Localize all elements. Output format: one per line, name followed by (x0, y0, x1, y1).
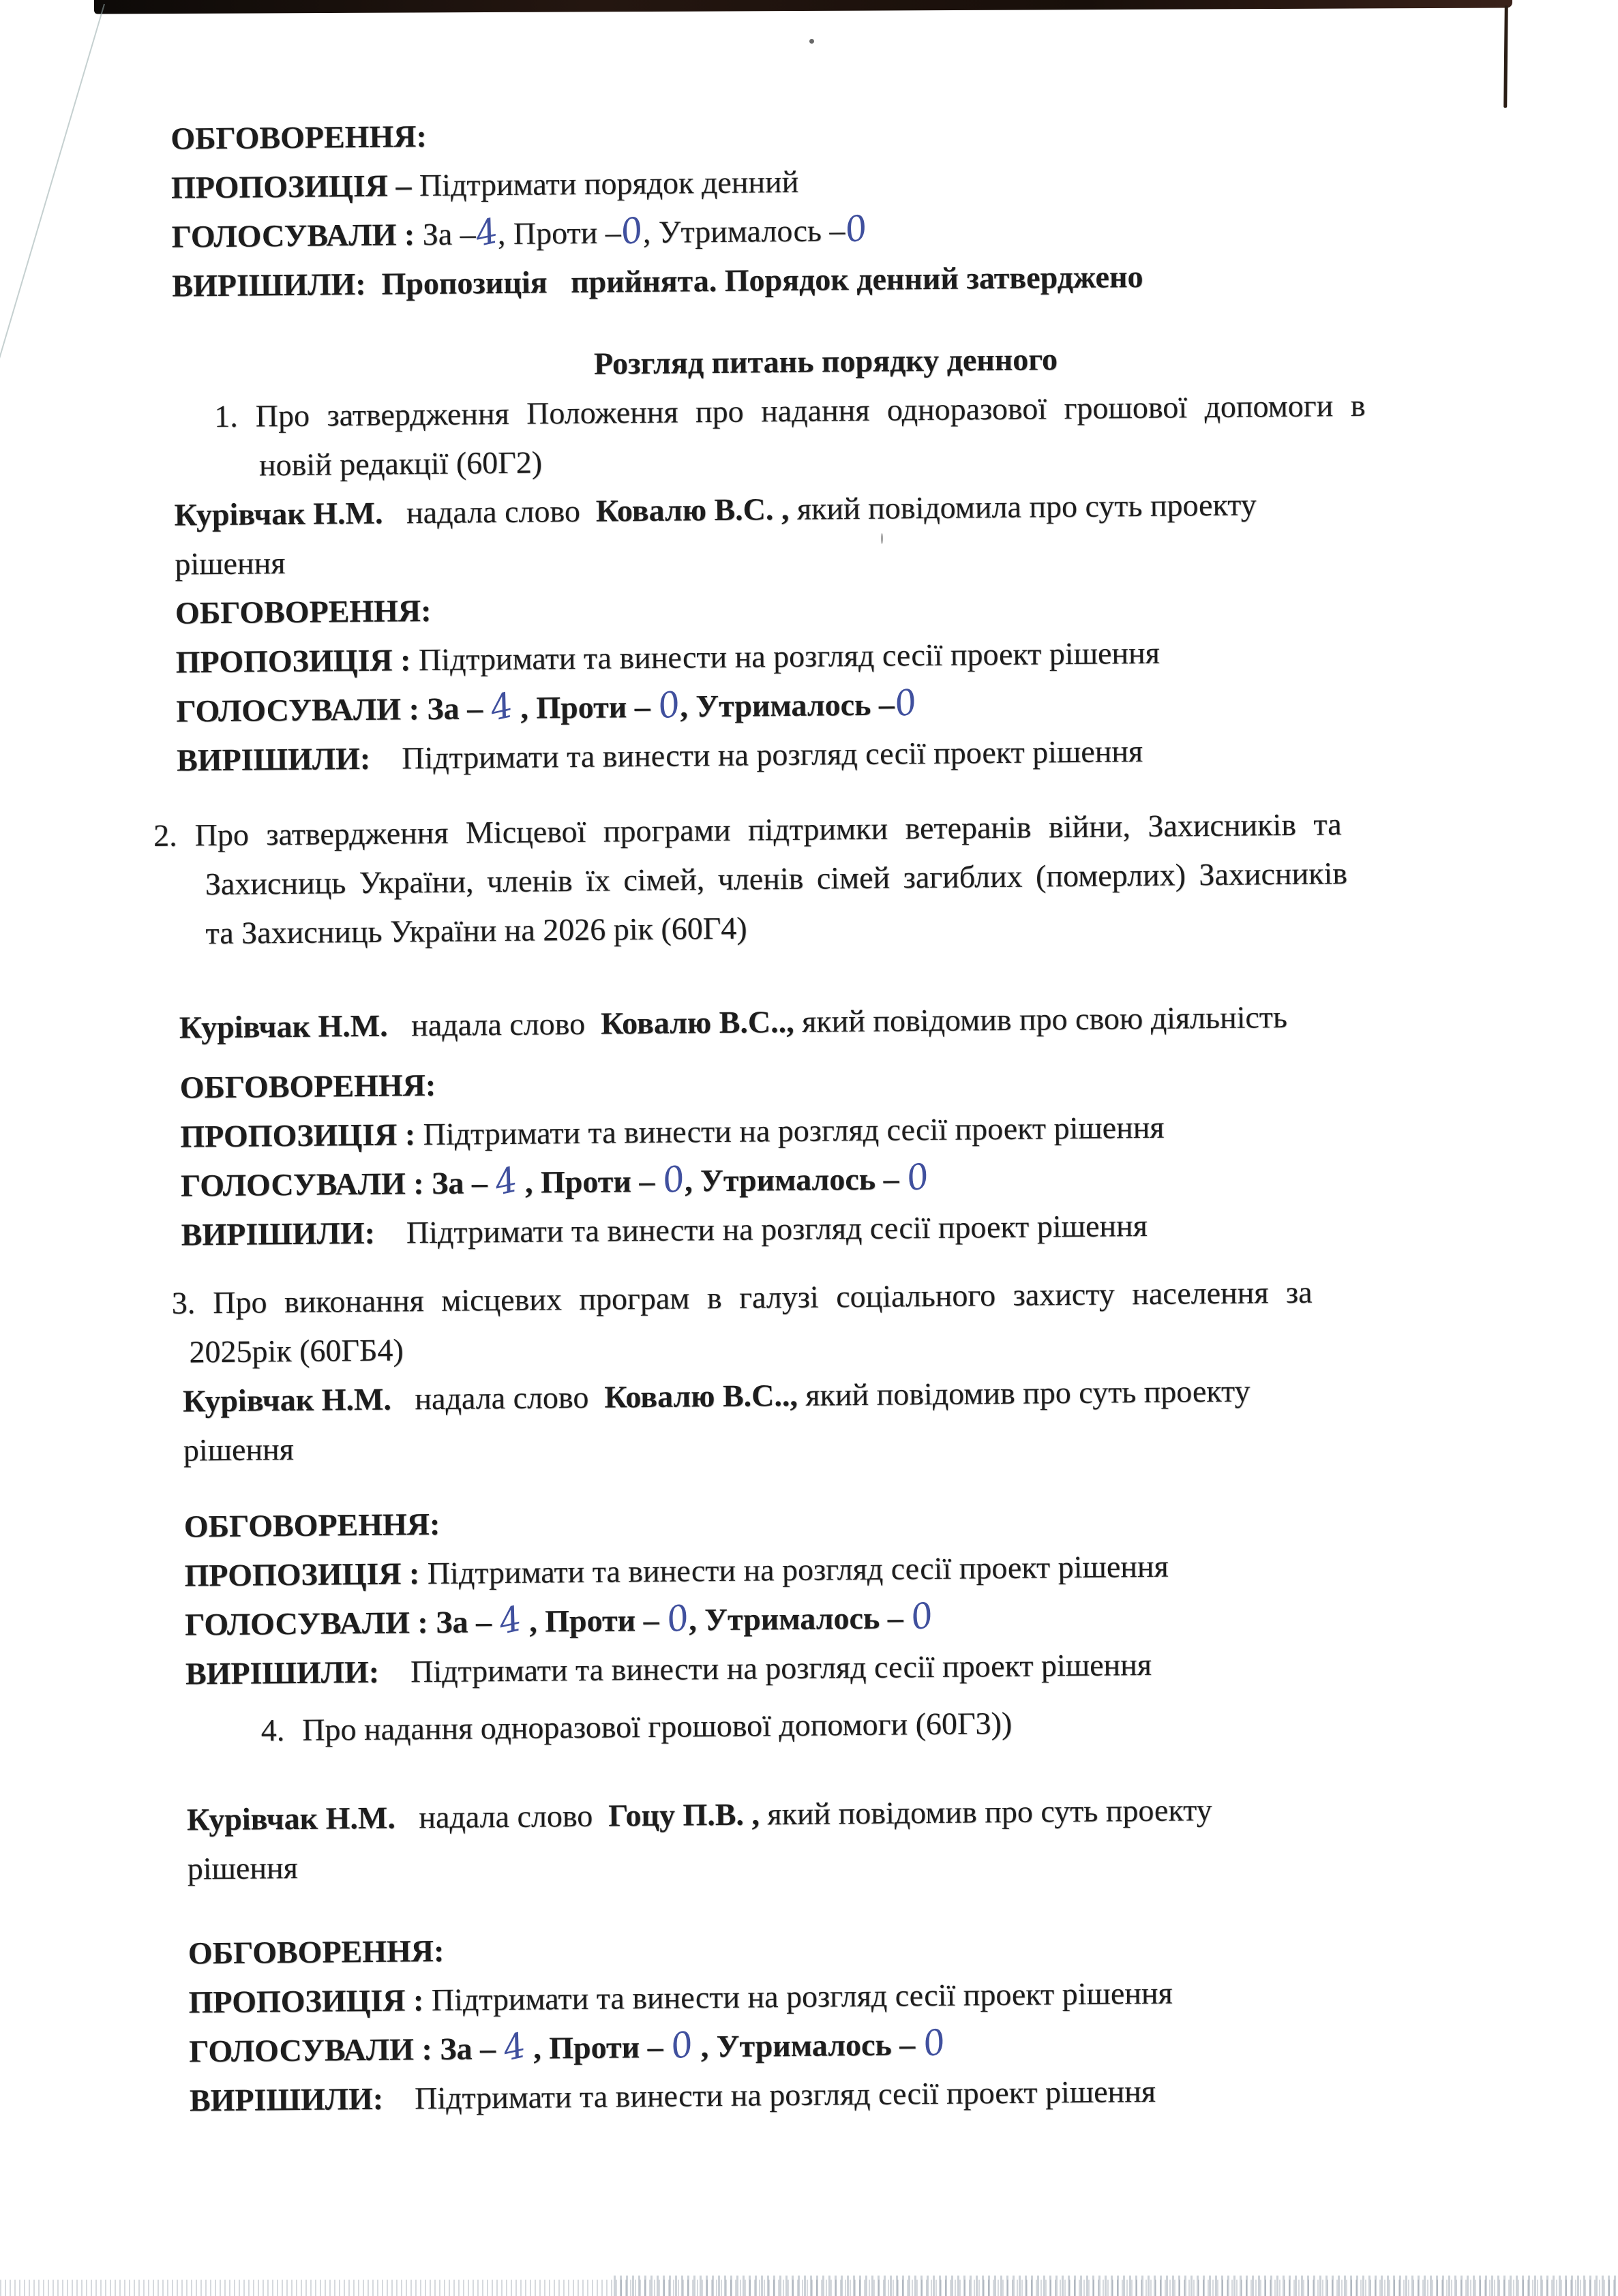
speaker-tail: який повідомив про суть проекту (797, 1373, 1250, 1413)
proposal-text: Підтримати та винести на розгляд сесії проект рішення (423, 1109, 1165, 1152)
vote-abstain-label: , Утрималось – (680, 686, 895, 724)
discussion-block (164, 1916, 1520, 2126)
item-title-text: Про надання одноразової грошової допомоги (60Г3)) (302, 1705, 1013, 1747)
decision-text: Пропозиція прийнята. Порядок денний затверджено (365, 258, 1143, 301)
discussion-heading: ОБГОВОРЕННЯ: (170, 119, 428, 156)
recipient-name: Ковалю В.С.., (604, 1377, 798, 1415)
vote-abstain-label: , Утрималось – (693, 2027, 923, 2064)
vote-abstain-value: 0 (918, 2021, 949, 2065)
decision-text: Підтримати та винести на розгляд сесії проект рішення (370, 734, 1143, 776)
vote-against-label: , Проти – (517, 1163, 663, 1200)
recipient-name: Ковалю В.С.., (600, 1003, 794, 1041)
scan-right-edge (1503, 5, 1508, 108)
vote-for-value: 4 (495, 1598, 526, 1642)
proposal-text: Підтримати та винести на розгляд сесії проект рішення (427, 1548, 1169, 1591)
vote-for-label: За – (431, 1165, 496, 1201)
speaker-name: Курівчак Н.М. (186, 1800, 396, 1837)
agenda-item-4 (162, 1694, 1519, 2126)
scan-top-edge (94, 0, 1512, 14)
proposal-text: Підтримати та винести на розгляд сесії проект рішення (431, 1975, 1173, 2018)
vote-for-label: За – (439, 2031, 504, 2066)
discussion-heading: ОБГОВОРЕННЯ: (175, 593, 432, 631)
agenda-item-1 (149, 380, 1506, 785)
speaker-tail: який повідомив про суть проекту (759, 1792, 1212, 1832)
item-title-text: Про виконання місцевих програм в галузі соціального захисту населення за (212, 1274, 1313, 1320)
speaker-name: Курівчак Н.М. (179, 1008, 388, 1045)
proposal-text: Підтримати порядок денний (419, 164, 799, 203)
item-number: 4. (260, 1712, 285, 1748)
decision-label: ВИРІШИЛИ: (172, 266, 366, 303)
recipient-name: Гоцу П.В. , (608, 1796, 760, 1833)
agenda-item-3 (158, 1266, 1515, 1699)
speaker-tail: який повідомив про свою діяльність (794, 999, 1288, 1039)
speaker-tail: який повідомила про суть проекту (789, 487, 1257, 526)
vote-label: ГОЛОСУВАЛИ : (180, 1166, 432, 1203)
item-title-line: Захисниць України, членів їх сімей, членів сімей загиблих (померлих) Захисників (205, 856, 1348, 902)
vote-label: ГОЛОСУВАЛИ : (171, 217, 423, 254)
item-title-text: Про затвердження Положення про надання одноразової грошової допомоги в (255, 387, 1366, 434)
vote-against-label: , Проти – (497, 215, 621, 252)
item-title-text: Про затвердження Місцевої програми підтримки ветеранів війни, Захисників та (194, 806, 1342, 853)
speaker-line (179, 991, 1510, 1053)
proposal-label: ПРОПОЗИЦІЯ : (188, 1982, 432, 2020)
speaker-tail-line: рішення (183, 1432, 295, 1468)
item-title-line: новій редакції (60Г2) (258, 444, 543, 483)
vote-against-value: 0 (658, 1157, 689, 1202)
decision-label: ВИРІШИЛИ: (181, 1215, 376, 1252)
agenda-item-2 (153, 798, 1511, 1260)
decision-label: ВИРІШИЛИ: (189, 2081, 384, 2118)
scan-bottom-noise (614, 2276, 1618, 2296)
decision-text: Підтримати та винести на розгляд сесії проект рішення (374, 1207, 1148, 1250)
vote-against-label: , Проти – (521, 1602, 668, 1639)
vote-for-value: 4 (499, 2025, 530, 2069)
proposal-text: Підтримати та винести на розгляд сесії проект рішення (418, 635, 1160, 678)
vote-for-label: За – (435, 1604, 500, 1640)
proposal-label: ПРОПОЗИЦІЯ : (184, 1556, 428, 1593)
item-number: 3. (171, 1285, 196, 1320)
speaker-tail-line: рішення (187, 1849, 298, 1886)
gave-word-text: надала слово (387, 1006, 601, 1043)
agenda-heading: Розгляд питань порядку денного (593, 342, 1058, 381)
speaker-tail-line: рішення (175, 545, 286, 581)
item-number: 2. (153, 817, 177, 853)
speaker-name: Курівчак Н.М. (174, 495, 383, 532)
vote-for-value: 4 (486, 684, 517, 729)
speaker-name: Курівчак Н.М. (182, 1381, 392, 1419)
vote-label: ГОЛОСУВАЛИ : (185, 1605, 436, 1642)
vote-abstain-label: , Утрималось – (642, 213, 845, 250)
vote-label: ГОЛОСУВАЛИ : (176, 691, 428, 729)
decision-label: ВИРІШИЛИ: (185, 1654, 380, 1691)
vote-abstain-value: 0 (890, 680, 920, 725)
discussion-heading: ОБГОВОРЕННЯ: (183, 1506, 440, 1544)
decision-label: ВИРІШИЛИ: (176, 740, 371, 778)
vote-for-value: 4 (471, 210, 502, 255)
vote-abstain-value: 0 (907, 1594, 938, 1638)
scan-speck (809, 39, 814, 44)
vote-label: ГОЛОСУВАЛИ : (189, 2031, 440, 2069)
vote-abstain-label: , Утрималось – (684, 1161, 908, 1198)
vote-against-value: 0 (662, 1596, 693, 1641)
proposal-label: ПРОПОЗИЦІЯ : (175, 642, 419, 680)
vote-abstain-value: 0 (902, 1155, 933, 1200)
decision-text: Підтримати та винести на розгляд сесії проект рішення (378, 1646, 1152, 1689)
discussion-block (160, 1490, 1516, 1699)
item-title-line: та Захисниць України на 2026 рік (60Г4) (205, 910, 747, 951)
vote-for-label: За – (422, 216, 476, 252)
decision-text: Підтримати та винести на розгляд сесії проект рішення (383, 2073, 1156, 2116)
vote-against-label: , Проти – (525, 2029, 672, 2066)
vote-against-value: 0 (666, 2023, 698, 2068)
proposal-label: ПРОПОЗИЦІЯ – (170, 168, 420, 205)
discussion-heading: ОБГОВОРЕННЯ: (188, 1933, 445, 1971)
item-number: 1. (214, 398, 238, 434)
vote-abstain-label: , Утрималось – (689, 1600, 912, 1637)
gave-word-text: надала слово (395, 1798, 609, 1835)
gave-word-text: надала слово (383, 493, 597, 530)
vote-against-value: 0 (616, 209, 647, 253)
vote-abstain-value: 0 (841, 207, 871, 251)
vote-for-label: За – (427, 691, 491, 727)
proposal-label: ПРОПОЗИЦІЯ : (180, 1117, 423, 1154)
item-title-line (260, 1694, 1516, 1755)
discussion-heading: ОБГОВОРЕННЯ: (179, 1067, 436, 1105)
item-title-line: 2025рік (60ГБ4) (189, 1332, 404, 1370)
discussion-block (155, 1051, 1511, 1260)
scan-page-fold-line (0, 4, 105, 756)
vote-against-label: , Проти – (512, 689, 659, 725)
recipient-name: Ковалю В.С. , (595, 491, 790, 528)
document-content (147, 102, 1519, 2126)
vote-for-value: 4 (491, 1159, 522, 1203)
vote-against-value: 0 (654, 682, 685, 727)
gave-word-text: надала слово (391, 1379, 605, 1417)
